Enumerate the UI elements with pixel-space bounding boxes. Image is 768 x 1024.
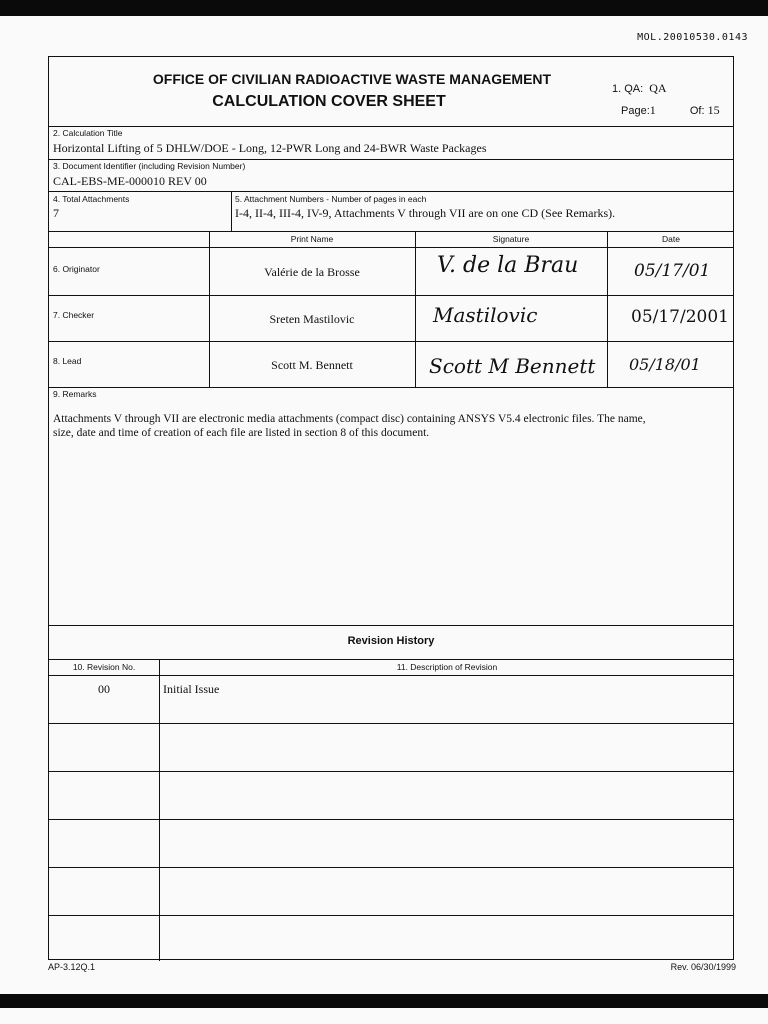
- lead-date: 05/18/01: [629, 355, 701, 374]
- revision-description-header: 11. Description of Revision: [396, 662, 498, 672]
- divider: [49, 159, 733, 160]
- divider: [49, 247, 733, 248]
- originator-label: 6. Originator: [53, 264, 100, 274]
- divider: [49, 819, 733, 820]
- divider: [159, 659, 160, 961]
- qa-field: [612, 81, 667, 96]
- form-number: AP-3.12Q.1: [48, 962, 96, 972]
- divider: [49, 659, 733, 660]
- attachment-numbers-label: 5. Attachment Numbers - Number of pages in each: [235, 194, 427, 204]
- originator-date: 05/17/01: [634, 261, 711, 281]
- calc-title-value: Horizontal Lifting of 5 DHLW/DOE - Long, 12-PWR Long and 24-BWR Waste Packages: [53, 141, 487, 155]
- document-stamp: MOL.20010530.0143: [637, 32, 748, 43]
- calc-title-label: 2. Calculation Title: [53, 128, 123, 138]
- divider: [49, 625, 733, 626]
- divider: [49, 915, 733, 916]
- total-attachments-value: 7: [53, 206, 59, 220]
- lead-label: 8. Lead: [53, 356, 82, 366]
- lead-name: Scott M. Bennett: [271, 358, 353, 372]
- revision-description: Initial Issue: [163, 682, 220, 696]
- divider: [415, 231, 416, 387]
- divider: [607, 231, 608, 387]
- divider: [49, 675, 733, 676]
- checker-label: 7. Checker: [53, 310, 95, 320]
- lead-signature: Scott M Bennett: [429, 354, 596, 378]
- page-field: [621, 103, 720, 118]
- date-header: Date: [662, 234, 680, 244]
- revision-history-title: Revision History: [347, 635, 435, 647]
- page-total: 15: [707, 103, 720, 117]
- page-label: Page:: [621, 105, 650, 117]
- divider: [49, 126, 733, 127]
- print-name-header: Print Name: [290, 234, 334, 244]
- form-revision: Rev. 06/30/1999: [670, 962, 736, 972]
- divider: [49, 867, 733, 868]
- checker-name: Sreten Mastilovic: [269, 312, 355, 326]
- office-heading: OFFICE OF CIVILIAN RADIOACTIVE WASTE MANAGEMENT: [152, 71, 552, 87]
- scan-border-top: [0, 0, 768, 16]
- divider: [231, 191, 232, 231]
- checker-date: 05/17/2001: [631, 307, 729, 327]
- remarks-line-2: size, date and time of creation of each file are listed in section 8 of this document.: [53, 427, 430, 439]
- remarks-line-1: Attachments V through VII are electronic media attachments (compact disc) containing ANSYS V5.4 electronic files. The name,: [53, 413, 646, 425]
- attachment-numbers-value: I-4, II-4, III-4, IV-9, Attachments V through VII are on one CD (See Remarks).: [235, 206, 616, 220]
- divider: [49, 191, 733, 192]
- originator-name: Valérie de la Brosse: [264, 265, 360, 279]
- doc-id-label: 3. Document Identifier (including Revision Number): [53, 161, 246, 171]
- divider: [49, 771, 733, 772]
- divider: [49, 295, 733, 296]
- originator-signature: V. de la Brau: [437, 253, 579, 278]
- divider: [49, 723, 733, 724]
- total-attachments-label: 4. Total Attachments: [53, 194, 130, 204]
- checker-signature: Mastilovic: [433, 303, 538, 327]
- sheet-title: CALCULATION COVER SHEET: [212, 93, 446, 110]
- doc-id-value: CAL-EBS-ME-000010 REV 00: [53, 174, 207, 188]
- qa-value: QA: [649, 81, 667, 95]
- qa-label: 1. QA:: [612, 83, 644, 95]
- scan-border-bottom: [0, 994, 768, 1008]
- divider: [49, 231, 733, 232]
- signature-header: Signature: [492, 234, 530, 244]
- divider: [49, 387, 733, 388]
- revision-no-header: 10. Revision No.: [72, 662, 136, 672]
- divider: [49, 341, 733, 342]
- page-of-label: Of:: [689, 105, 705, 117]
- remarks-label: 9. Remarks: [53, 389, 97, 399]
- page-number: 1: [649, 103, 656, 117]
- revision-no: 00: [98, 682, 110, 696]
- cover-sheet-form: [48, 56, 734, 960]
